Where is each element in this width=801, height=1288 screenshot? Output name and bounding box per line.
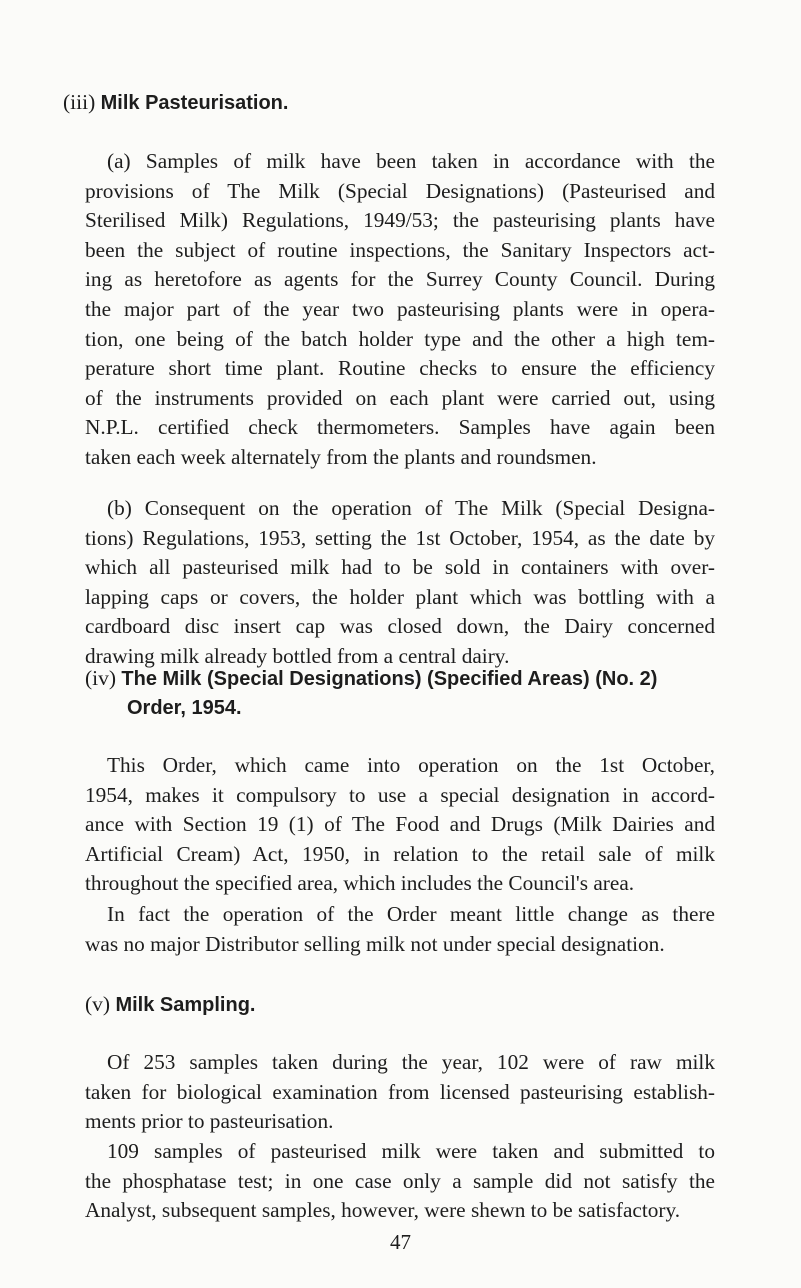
paragraph-b <box>85 494 715 672</box>
page-number: 47 <box>390 1230 411 1254</box>
paragraph-line: the phosphatase test; in one case only a sample did not satisfy the <box>85 1168 715 1193</box>
paragraph-v-2 <box>85 1137 715 1226</box>
section-iv-title-line2: Order, 1954. <box>127 697 242 719</box>
paragraph-line: taken for biological examination from licensed pasteurising establish- <box>85 1079 715 1104</box>
paragraph-line: ing as heretofore as agents for the Surrey County Council. During <box>85 267 715 292</box>
section-v-title: Milk Sampling. <box>115 994 256 1016</box>
paragraph-line: In fact the operation of the Order meant little change as there <box>107 902 715 926</box>
paragraph-line: which all pasteurised milk had to be sold in containers with over- <box>85 555 715 580</box>
section-v-number: (v) <box>85 992 111 1016</box>
paragraph-line: tion, one being of the batch holder type and the other a high tem- <box>85 326 715 351</box>
paragraph-line: throughout the specified area, which includes the Council's area. <box>85 871 635 896</box>
section-iv-heading-line2 <box>127 693 242 722</box>
section-iv-number: (iv) <box>85 666 117 690</box>
paragraph-iv-2 <box>85 900 715 959</box>
paragraph-line: 1954, makes it compulsory to use a special designation in accord- <box>85 782 715 807</box>
section-iv-heading <box>85 664 657 693</box>
paragraph-line: Of 253 samples taken during the year, 102 were of raw milk <box>107 1050 715 1074</box>
paragraph-line: tions) Regulations, 1953, setting the 1st October, 1954, as the date by <box>85 525 715 550</box>
paragraph-line: been the subject of routine inspections, the Sanitary Inspectors act- <box>85 237 715 262</box>
paragraph-iv-1 <box>85 751 715 899</box>
paragraph-line: (b) Consequent on the operation of The Milk (Special Designa- <box>107 496 715 520</box>
section-iii-number: (iii) <box>63 90 96 114</box>
paragraph-line: (a) Samples of milk have been taken in accordance with the <box>107 149 715 173</box>
paragraph-line: ments prior to pasteurisation. <box>85 1109 334 1134</box>
paragraph-line: provisions of The Milk (Special Designations) (Pasteurised and <box>85 178 715 203</box>
paragraph-line: the major part of the year two pasteurising plants were in opera- <box>85 296 715 321</box>
paragraph-line: of the instruments provided on each plant were carried out, using <box>85 385 715 410</box>
paragraph-line: perature short time plant. Routine checks to ensure the efficiency <box>85 356 715 381</box>
section-iii-heading <box>63 88 288 117</box>
paragraph-line: cardboard disc insert cap was closed down, the Dairy concerned <box>85 614 715 639</box>
paragraph-line: 109 samples of pasteurised milk were taken and submitted to <box>107 1139 715 1163</box>
paragraph-line: Artificial Cream) Act, 1950, in relation to the retail sale of milk <box>85 841 715 866</box>
paragraph-v-1 <box>85 1048 715 1137</box>
paragraph-line: taken each week alternately from the plants and roundsmen. <box>85 444 597 469</box>
paragraph-a <box>85 147 715 473</box>
paragraph-line: N.P.L. certified check thermometers. Samples have again been <box>85 415 715 440</box>
paragraph-line: This Order, which came into operation on the 1st October, <box>107 753 715 777</box>
paragraph-line: ance with Section 19 (1) of The Food and Drugs (Milk Dairies and <box>85 812 715 837</box>
paragraph-line: was no major Distributor selling milk not under special designation. <box>85 931 665 956</box>
section-iii-title: Milk Pasteurisation. <box>100 92 289 114</box>
paragraph-line: Analyst, subsequent samples, however, were shewn to be satisfactory. <box>85 1198 681 1223</box>
section-v-heading <box>85 990 255 1019</box>
paragraph-line: Sterilised Milk) Regulations, 1949/53; the pasteurising plants have <box>85 208 715 233</box>
paragraph-line: lapping caps or covers, the holder plant which was bottling with a <box>85 584 715 609</box>
paragraph-line: drawing milk already bottled from a central dairy. <box>85 643 510 668</box>
section-iv-title: The Milk (Special Designations) (Specified Areas) (No. 2) <box>121 668 658 690</box>
